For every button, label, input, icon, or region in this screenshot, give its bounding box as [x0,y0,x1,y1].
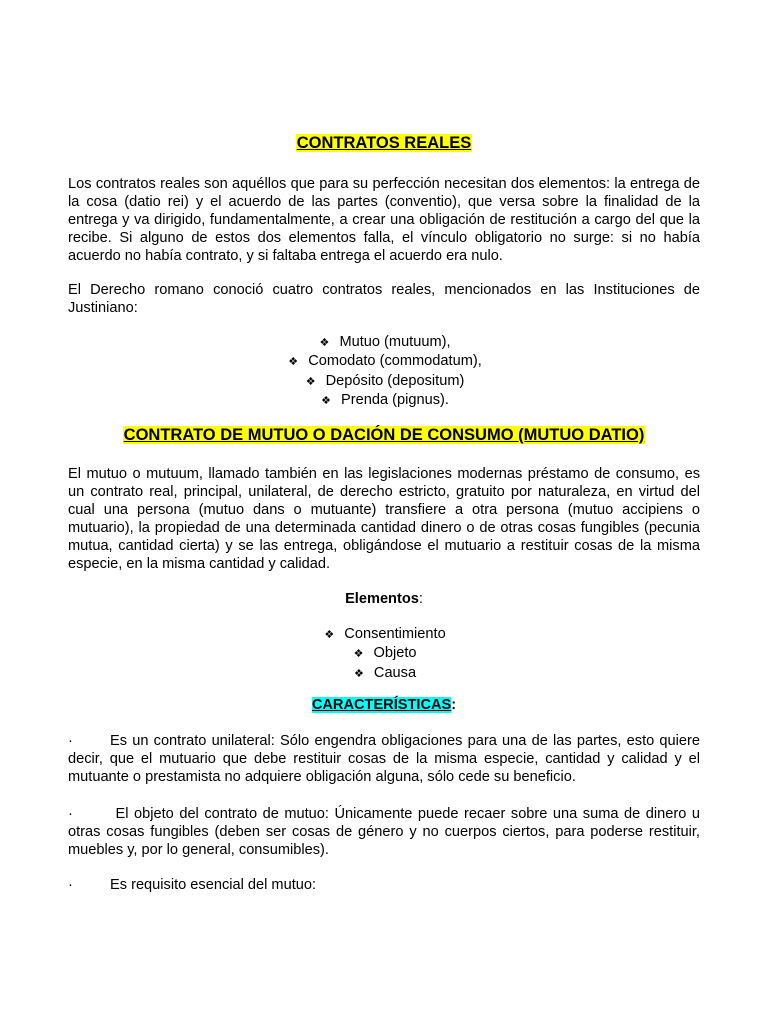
diamond-bullet-icon: ❖ [319,337,330,349]
diamond-bullet-icon: ❖ [288,356,299,369]
list-item: ❖ Causa [68,664,700,683]
diamond-bullet-icon: ❖ [321,394,331,407]
diamond-bullet-icon: ❖ [353,667,364,680]
caracteristicas-heading: CARACTERÍSTICAS: [311,697,457,713]
list-item: ❖ Depósito (depositum) [68,372,700,391]
elementos-heading: Elementos: [345,591,423,607]
mutuo-definition-paragraph: El mutuo o mutuum, llamado también en las legislaciones modernas préstamo de consumo, es un contrato real, principal, unilateral, de derecho estricto, gratuito por naturaleza, en virtud del cual una persona (mutuo dans o mutuante) transfiere a otra persona (mutuo accipiens o mutuario), la propiedad de una determinada cantidad dinero o de otras cosas fungibles (pecunia mutua, cantidad cierta) y se las entrega, obligándose el mutuario a restituir cosas de la misma especie, en la misma cantidad y calidad. [68,466,700,572]
roman-law-paragraph: El Derecho romano conoció cuatro contratos reales, mencionados en las Instituciones de Justiniano: [68,282,700,316]
caracteristica-item: · Es un contrato unilateral: Sólo engendra obligaciones para una de las partes, esto quiere decir, que el mutuario que debe restituir cosas de la misma especie, cantidad y calidad y el mutuante o prestamista no adquiere obligación alguna, sólo cede su beneficio. [68,733,700,785]
contracts-list [68,333,700,410]
list-item: ❖ Comodato (commodatum), [68,352,700,371]
diamond-bullet-icon: ❖ [324,629,335,641]
list-item: ❖ Objeto [68,644,700,663]
elementos-list [68,625,700,683]
bullet-dot: · [68,806,73,822]
caracteristica-item: · El objeto del contrato de mutuo: Únicamente puede recaer sobre una suma de dinero u otras cosas fungibles (deben ser cosas de género y no cuerpos ciertos, para poderse restituir, muebles y, por lo general, consumibles). [68,806,700,858]
list-item: ❖ Prenda (pignus). [68,391,700,410]
bullet-dot: · [68,877,73,893]
diamond-bullet-icon: ❖ [305,375,316,388]
list-item: ❖ Mutuo (mutuum), [68,333,700,352]
title-contrato-mutuo: CONTRATO DE MUTUO O DACIÓN DE CONSUMO (MUTUO DATIO) [123,426,645,444]
list-item: ❖ Consentimiento [68,625,700,644]
title-contratos-reales: CONTRATOS REALES [296,134,472,152]
intro-paragraph: Los contratos reales son aquéllos que para su perfección necesitan dos elementos: la entrega de la cosa (datio rei) y el acuerdo de las partes (conventio), que versa sobre la finalidad de la entrega y va dirigido, fundamentalmente, a crear una obligación de restitución a cargo del que la recibe. Si alguno de estos dos elementos falla, el vínculo obligatorio no surge: si no había acuerdo no había contrato, y si faltaba entrega el acuerdo era nulo. [68,176,700,264]
bullet-dot: · [68,733,73,749]
caracteristica-item: · Es requisito esencial del mutuo: [68,877,317,893]
diamond-bullet-icon: ❖ [353,648,364,661]
